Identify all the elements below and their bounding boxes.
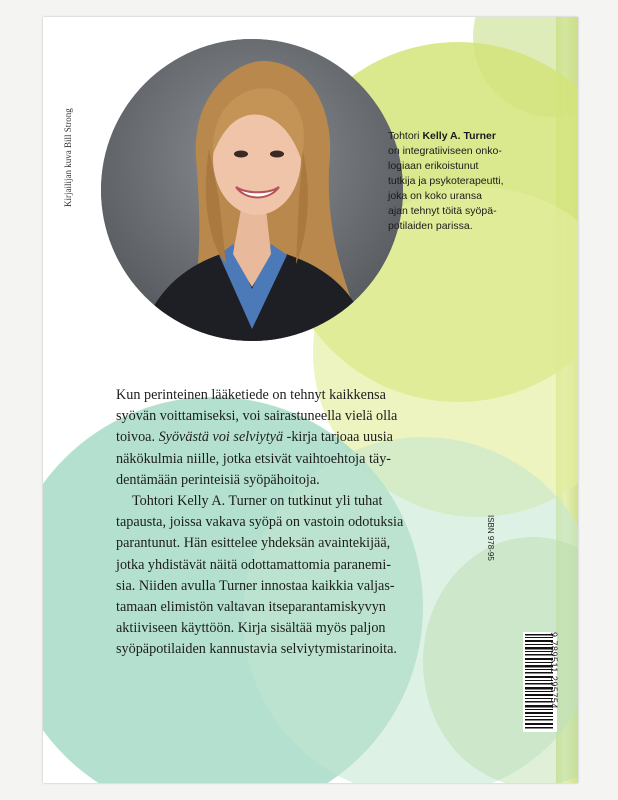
bio-prefix: Tohtori	[388, 130, 423, 142]
blurb-line-mixed	[116, 427, 496, 448]
barcode-digits: 9 789511 295754	[549, 632, 559, 709]
author-name: Kelly A. Turner	[422, 130, 496, 142]
blurb-line: dentämään perinteisiä syöpähoitoja.	[116, 471, 320, 488]
bio-line: on integratiiviseen onko-	[388, 145, 502, 157]
blurb-line: parantunut. Hän esittelee yhdeksän avaintekijää,	[116, 535, 391, 552]
blurb-text	[116, 385, 496, 661]
isbn-label: ISBN 978-95	[486, 515, 495, 561]
blurb-line: Tohtori Kelly A. Turner on tutkinut yli tuhat	[132, 493, 383, 510]
bio-line: tutkija ja psykoterapeutti,	[388, 175, 504, 187]
blurb-line: tapausta, joissa vakava syöpä on vastoin odotuksia	[116, 514, 404, 531]
book-title-italic: Syövästä voi selviytyä	[158, 429, 284, 446]
blurb-line: sia. Niiden avulla Turner innostaa kaikkia valjas-	[116, 577, 395, 594]
photo-credit: Kirjailijan kuva Bill Strong	[63, 108, 73, 207]
blurb-line: jotka yhdistävät näitä odottamattomia paranemi-	[116, 556, 391, 573]
book-back-cover	[43, 17, 578, 783]
blurb-line: aktiiviseen käyttöön. Kirja sisältää myös paljon	[116, 620, 386, 637]
blurb-line: tamaan elimistön valtavan itseparantamiskyvyn	[116, 599, 386, 616]
blurb-line: Kun perinteinen lääketiede on tehnyt kaikkensa	[116, 387, 386, 403]
bio-line: logiaan erikoistunut	[388, 160, 479, 172]
blurb-line: syöpäpotilaiden kannustavia selviytymistarinoita.	[116, 641, 397, 658]
bio-line: ajan tehnyt töitä syöpä-	[388, 205, 497, 217]
author-photo	[101, 39, 403, 341]
blurb-fragment: toivoa.	[116, 429, 159, 446]
blurb-line: syövän voittamiseksi, voi sairastuneella vielä olla	[116, 408, 398, 425]
blurb-line: näkökulmia niille, jotka etsivät vaihtoehtoja täy-	[116, 450, 392, 467]
bio-line: potilaiden parissa.	[388, 220, 473, 232]
author-bio	[388, 129, 563, 234]
blurb-fragment: -kirja tarjoaa uusia	[283, 429, 393, 446]
bio-line: joka on koko uransa	[388, 190, 482, 202]
